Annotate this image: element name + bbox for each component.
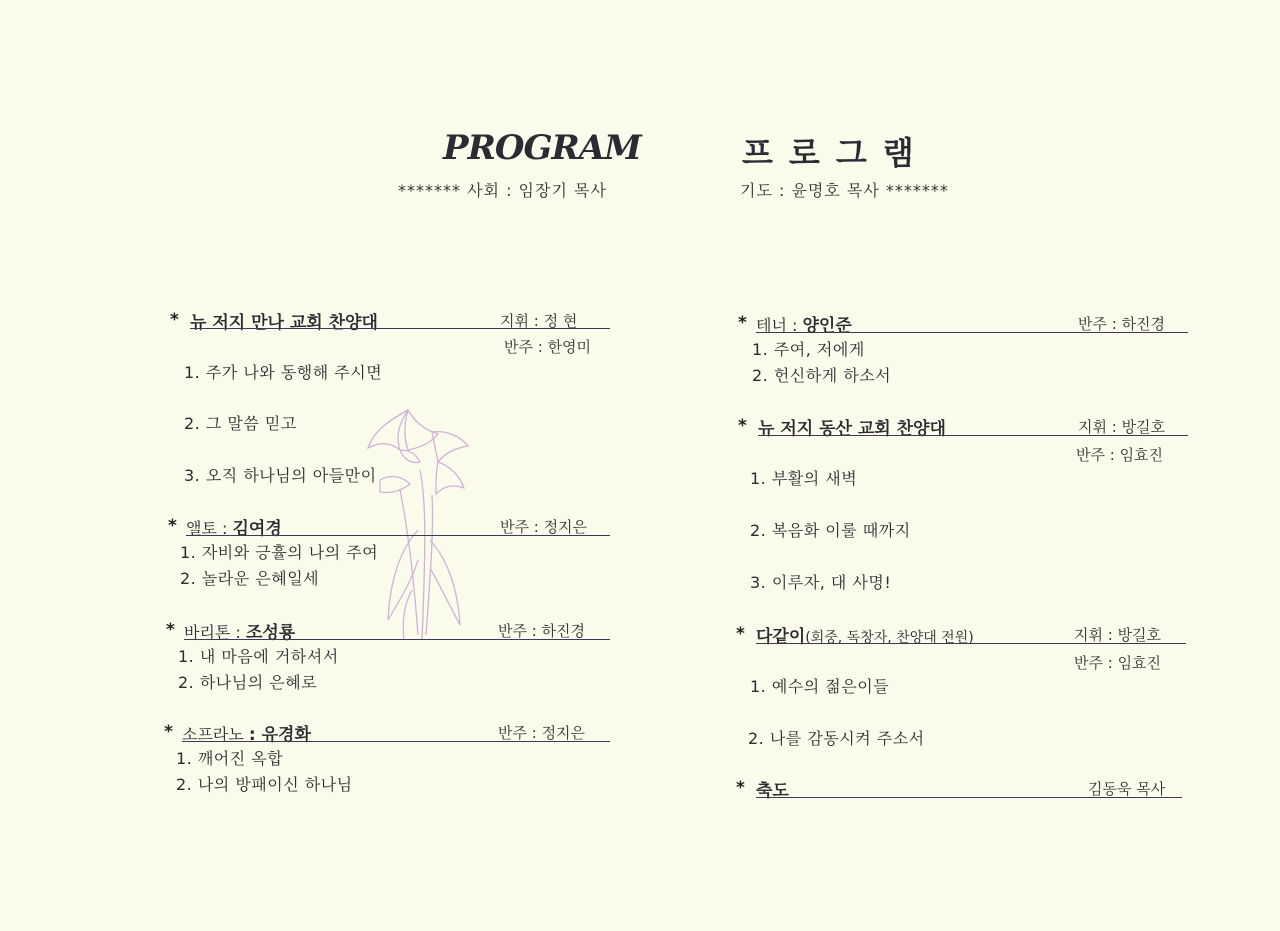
song-item: 1. 부활의 새벽 <box>750 469 858 488</box>
accompanist-label: 반주 : 정지은 <box>498 724 586 742</box>
performer-title: 앨토 : 김여경 <box>186 519 282 539</box>
song-item: 2. 복음화 이룰 때까지 <box>750 521 911 540</box>
together-title: 다같이(회중, 독창자, 찬양대 전원) <box>756 627 974 647</box>
together-section <box>736 622 1188 748</box>
song-item: 2. 놀라운 은혜일세 <box>180 569 320 588</box>
alto-section <box>168 514 612 588</box>
section-header <box>738 311 1190 335</box>
bullet-star: * <box>164 722 173 742</box>
song-item: 3. 오직 하나님의 아들만이 <box>184 466 377 485</box>
bullet-star: * <box>738 313 747 333</box>
minister-label: 김동욱 목사 <box>1088 780 1166 798</box>
performer-title: 테너 : 양인준 <box>756 316 852 336</box>
program-title-korean: 프로그램 <box>742 134 930 172</box>
bullet-star: * <box>166 620 175 640</box>
accompanist-label: 반주 : 임효진 <box>1076 446 1164 464</box>
section-header <box>736 776 1186 800</box>
conductor-label: 지휘 : 정 현 <box>500 312 578 330</box>
prayer-line: 기도 : 윤명호 목사 ******* <box>740 181 949 200</box>
song-item: 2. 헌신하게 하소서 <box>752 366 892 385</box>
right-choir-section <box>738 414 1190 592</box>
program-title-english: PROGRAM <box>443 128 641 168</box>
song-item: 1. 자비와 긍휼의 나의 주여 <box>180 543 379 562</box>
section-header <box>166 618 612 642</box>
song-item: 1. 깨어진 옥합 <box>176 749 284 768</box>
song-item: 1. 주여, 저에게 <box>752 340 865 359</box>
accompanist-label: 반주 : 정지은 <box>500 518 588 536</box>
bullet-star: * <box>736 624 745 644</box>
song-item: 2. 하나님의 은혜로 <box>178 673 318 692</box>
section-header <box>168 514 612 538</box>
accompanist-label: 반주 : 임효진 <box>1074 654 1162 672</box>
song-item: 2. 나를 감동시켜 주소서 <box>748 729 925 748</box>
section-header <box>170 308 612 332</box>
performer-title: 소프라노 : 유경화 <box>182 725 311 745</box>
host-line: ******* 사회 : 임장기 목사 <box>398 181 607 200</box>
song-item: 2. 그 말씀 믿고 <box>184 414 297 433</box>
bullet-star: * <box>168 516 177 536</box>
conductor-label: 지휘 : 방길호 <box>1074 626 1162 644</box>
performer-title: 바리톤 : 조성룡 <box>184 623 296 643</box>
choir-title: 뉴 저지 만나 교회 찬양대 <box>190 313 378 333</box>
benediction-title: 축도 <box>756 781 789 801</box>
song-item: 1. 예수의 젊은이들 <box>750 677 890 696</box>
bullet-star: * <box>170 310 179 330</box>
soprano-section <box>164 720 612 794</box>
baritone-section <box>166 618 612 692</box>
song-item: 3. 이루자, 대 사명! <box>750 573 892 592</box>
bullet-star: * <box>738 416 747 436</box>
conductor-label: 지휘 : 방길호 <box>1078 418 1166 436</box>
song-item: 1. 주가 나와 동행해 주시면 <box>184 363 383 382</box>
section-header <box>738 414 1190 438</box>
accompanist-label: 반주 : 하진경 <box>1078 315 1166 333</box>
song-item: 2. 나의 방패이신 하나님 <box>176 775 353 794</box>
accompanist-label: 반주 : 하진경 <box>498 622 586 640</box>
song-item: 1. 내 마음에 거하셔서 <box>178 647 339 666</box>
section-header <box>736 622 1188 646</box>
accompanist-label: 반주 : 한영미 <box>504 338 592 356</box>
choir-title: 뉴 저지 동산 교회 찬양대 <box>758 419 946 439</box>
benediction-section <box>736 776 1186 800</box>
left-choir-section <box>170 308 612 485</box>
tenor-section <box>738 311 1190 385</box>
section-header <box>164 720 612 744</box>
bullet-star: * <box>736 778 745 798</box>
